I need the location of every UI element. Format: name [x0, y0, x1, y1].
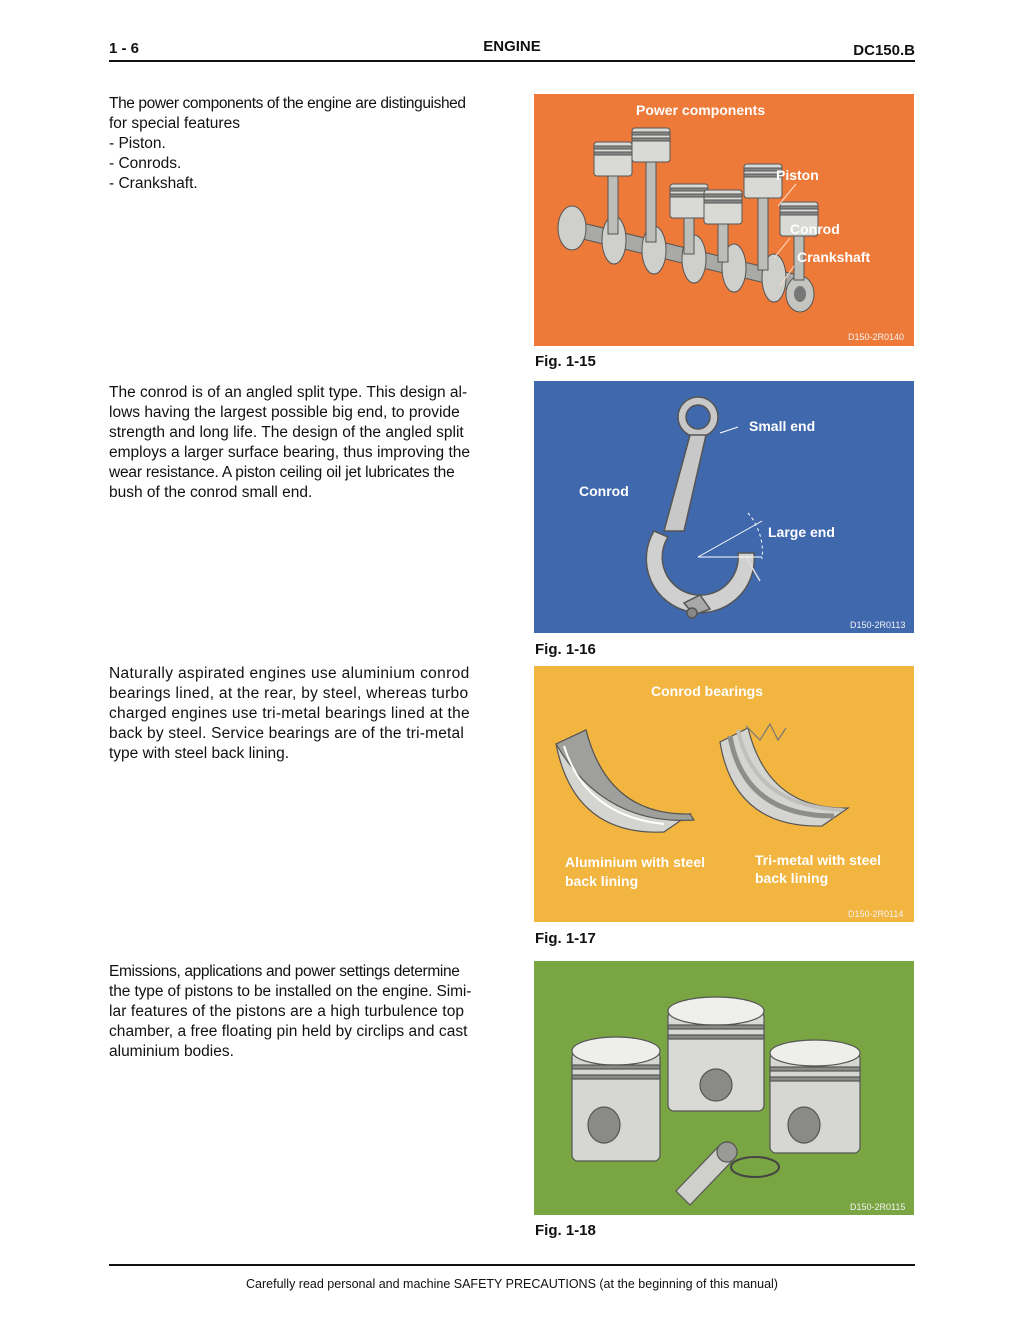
label-conrod: Conrod — [790, 221, 840, 237]
paragraph-pistons — [109, 962, 489, 1062]
figure-conrod-bearings — [534, 666, 914, 922]
label-trimetal-line1: Tri-metal with steel — [755, 852, 882, 868]
text-line: wear resistance. A piston ceiling oil jet lubricates the — [109, 464, 455, 481]
text-line: employs a larger surface bearing, thus improving the — [109, 444, 470, 461]
figure-code: D150-2R0113 — [850, 620, 906, 630]
label-large-end: Large end — [768, 524, 835, 540]
paragraph-conrod — [109, 383, 489, 503]
text-line: back by steel. Service bearings are of the tri-metal — [109, 725, 465, 742]
caption-fig-1-16: Fig. 1-16 — [535, 641, 596, 658]
label-conrod: Conrod — [579, 483, 629, 499]
label-small-end: Small end — [749, 418, 816, 434]
text-line: bearings lined, at the rear, by steel, whereas turbo — [109, 685, 469, 702]
list-item: - Conrods. — [109, 155, 182, 172]
text-line: The conrod is of an angled split type. This design al- — [109, 384, 468, 401]
caption-fig-1-15: Fig. 1-15 — [535, 353, 596, 370]
text-line: the type of pistons to be installed on the engine. Simi- — [109, 983, 472, 1000]
text-line: type with steel back lining. — [109, 745, 290, 762]
page-header — [109, 38, 915, 62]
text-line: chamber, a free floating pin held by circlips and cast — [109, 1023, 468, 1040]
text-line: lar features of the pistons are a high turbulence top — [109, 1003, 465, 1020]
model-code: DC150.B — [853, 42, 915, 59]
text-line: for special features — [109, 115, 240, 132]
page-number: 1 - 6 — [109, 40, 140, 57]
label-crankshaft: Crankshaft — [797, 249, 871, 265]
caption-fig-1-18: Fig. 1-18 — [535, 1222, 596, 1239]
text-line: The power components of the engine are distinguished — [109, 95, 466, 112]
section-title: ENGINE — [483, 38, 541, 55]
figure-power-components — [534, 94, 914, 346]
list-item: - Piston. — [109, 135, 166, 152]
figure-pistons — [534, 961, 914, 1215]
text-line: Emissions, applications and power settings determine — [109, 963, 460, 980]
paragraph-power-components — [109, 94, 489, 194]
figure-code: D150-2R0114 — [848, 909, 904, 919]
figure-conrod — [534, 381, 914, 633]
text-line: bush of the conrod small end. — [109, 484, 313, 501]
text-line: strength and long life. The design of the angled split — [109, 424, 464, 441]
figure-code: D150-2R0115 — [850, 1202, 906, 1212]
paragraph-bearings — [109, 664, 489, 764]
figure-code: D150-2R0140 — [848, 332, 905, 342]
label-piston: Piston — [776, 167, 819, 183]
label-power-components: Power components — [636, 102, 766, 118]
footer-divider — [109, 1264, 915, 1266]
text-line: aluminium bodies. — [109, 1043, 234, 1060]
text-line: lows having the largest possible big end, to provide — [109, 404, 460, 421]
label-aluminium-line2: back lining — [565, 873, 639, 889]
label-aluminium-line1: Aluminium with steel — [565, 854, 706, 870]
caption-fig-1-17: Fig. 1-17 — [535, 930, 596, 947]
text-line: Naturally aspirated engines use aluminium conrod — [109, 665, 470, 682]
text-line: charged engines use tri-metal bearings lined at the — [109, 705, 470, 722]
footer-safety-note: Carefully read personal and machine SAFETY PRECAUTIONS (at the beginning of this manual) — [246, 1277, 778, 1291]
label-trimetal-line2: back lining — [755, 870, 829, 886]
label-conrod-bearings: Conrod bearings — [651, 683, 764, 699]
list-item: - Crankshaft. — [109, 175, 198, 192]
